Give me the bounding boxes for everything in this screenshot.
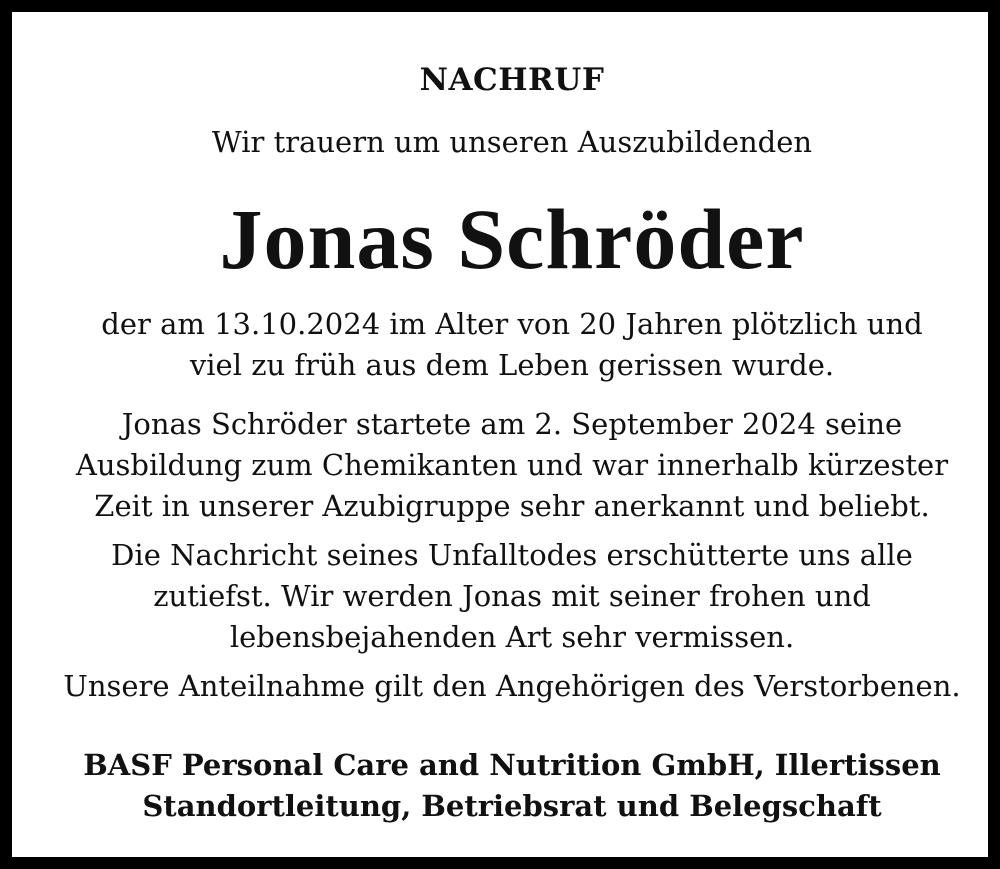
training-details-line-1: Jonas Schröder startete am 2. September 2024 seine: [121, 407, 903, 441]
death-details-line-2: viel zu früh aus dem Leben gerissen wurde.: [189, 348, 835, 382]
deceased-name: Jonas Schröder: [219, 191, 805, 287]
company-departments: Standortleitung, Betriebsrat und Belegschaft: [142, 789, 882, 823]
condolence-message-line-1: Die Nachricht seines Unfalltodes erschütterte uns alle: [111, 538, 913, 572]
sympathy-line: Unsere Anteilnahme gilt den Angehörigen des Verstorbenen.: [63, 669, 961, 703]
company-name: BASF Personal Care and Nutrition GmbH, Illertissen: [83, 748, 941, 782]
notice-heading: NACHRUF: [419, 62, 605, 98]
intro-text: Wir trauern um unseren Auszubildenden: [211, 125, 813, 159]
condolence-message-line-3: lebensbejahenden Art sehr vermissen.: [229, 620, 795, 654]
obituary-content: [24, 24, 1000, 869]
training-details-line-3: Zeit in unserer Azubigruppe sehr anerkannt und beliebt.: [94, 489, 930, 523]
training-details-line-2: Ausbildung zum Chemikanten und war innerhalb kürzester: [75, 448, 949, 482]
death-details-line-1: der am 13.10.2024 im Alter von 20 Jahren plötzlich und: [101, 307, 923, 341]
condolence-message-line-2: zutiefst. Wir werden Jonas mit seiner frohen und: [153, 579, 871, 613]
